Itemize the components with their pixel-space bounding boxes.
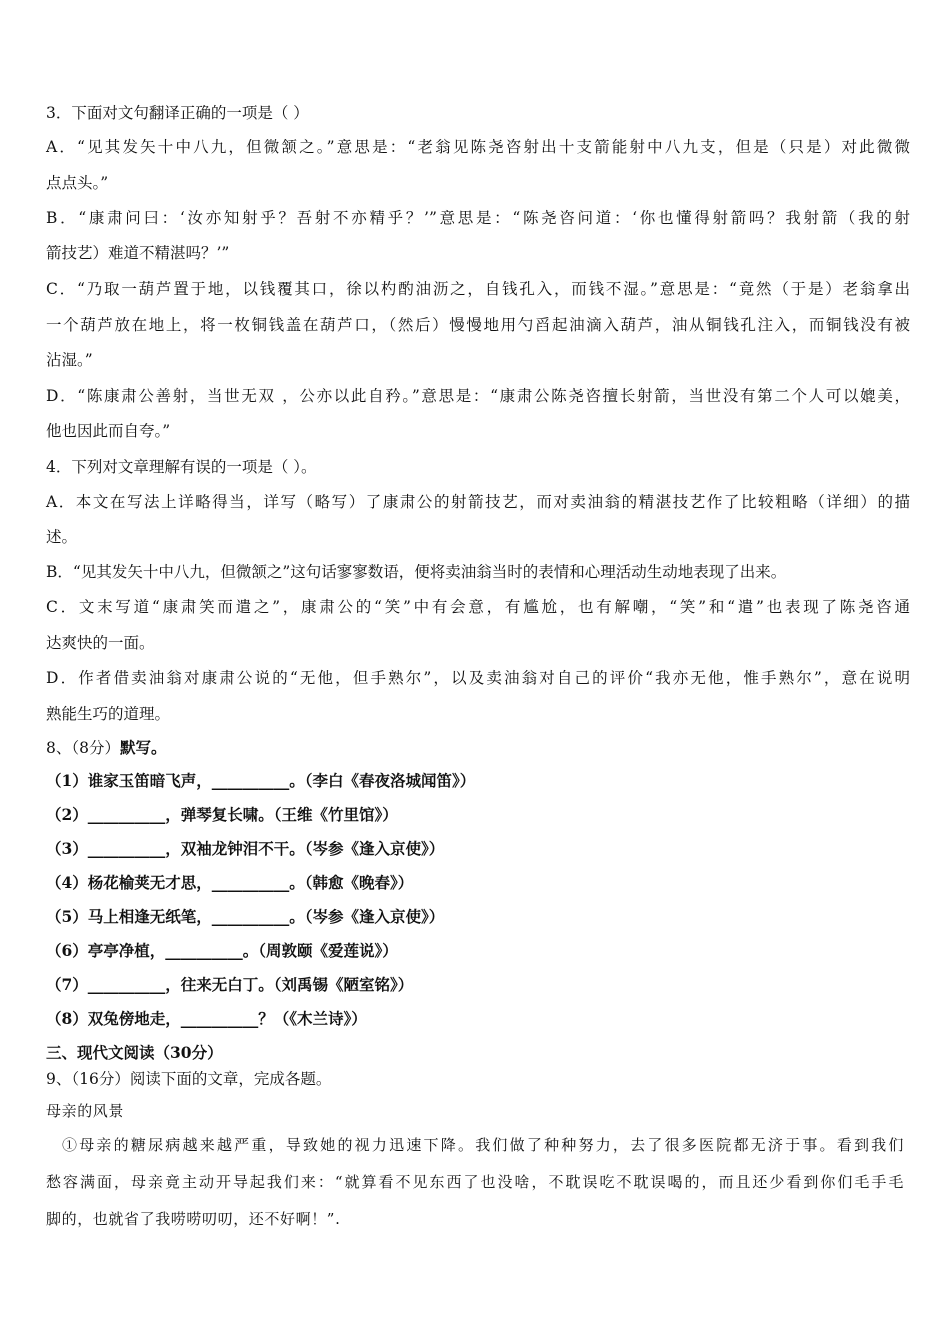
question-4-option-a: A．本文在写法上详略得当，详写（略写）了康肃公的射箭技艺，而对卖油翁的精湛技艺作了比较粗略（详细）的描 [46,493,910,511]
question-8-title: 默写。 [119,738,167,757]
question-3-stem: 3．下面对文句翻译正确的一项是（ ） [46,104,309,122]
dictation-item-4: （4）杨花榆荚无才思，__________。（韩愈《晚春》） [46,873,414,892]
question-4-option-b: B．“见其发矢十中八九，但微颔之”这句话寥寥数语，便将卖油翁当时的表情和心理活动生动地表现了出来。 [46,563,787,581]
question-3-option-c: C．“乃取一葫芦置于地，以钱覆其口，徐以杓酌油沥之，自钱孔入，而钱不湿。”意思是：“竟然（于是）老翁拿出 [46,280,910,298]
question-3-option-a-cont: 点点头。” [46,174,109,192]
question-3-option-b-cont: 箭技艺）难道不精湛吗？’” [46,244,230,262]
dictation-item-3: （3）__________，双袖龙钟泪不干。（岑参《逢入京使》） [46,839,445,858]
question-8-prefix: 8、（8分） [46,739,120,757]
question-9-stem: 9、（16分）阅读下面的文章，完成各题。 [46,1070,332,1088]
article-paragraph-1-cont: 愁容满面，母亲竟主动开导起我们来：“就算看不见东西了也没啥，不耽误吃不耽误喝的，而且还少看到你们毛手毛 [46,1173,904,1191]
section-3-heading: 三、现代文阅读（30分） [46,1043,223,1062]
question-4-option-a-cont: 述。 [46,528,78,546]
question-3-option-d-cont: 他也因此而自夸。” [46,422,171,440]
question-3-option-c-cont: 一个葫芦放在地上，将一枚铜钱盖在葫芦口，（然后）慢慢地用勺舀起油滴入葫芦，油从铜钱孔注入，而铜钱没有被 [46,316,910,334]
dictation-item-2: （2）__________，弹琴复长啸。（王维《竹里馆》） [46,805,398,824]
dictation-item-5: （5）马上相逢无纸笔，__________。（岑参《逢入京使》） [46,907,445,926]
question-3-option-b: B．“康肃问曰：‘汝亦知射乎？吾射不亦精乎？’”意思是：“陈尧咨问道：‘你也懂得射箭吗？我射箭（我的射 [46,209,910,227]
dictation-item-8: （8）双兔傍地走，__________？（《木兰诗》） [46,1009,367,1028]
dictation-item-7: （7）__________，往来无白丁。（刘禹锡《陋室铭》） [46,975,414,994]
question-3-option-d: D．“陈康肃公善射，当世无双 ，公亦以此自矜。”意思是：“康肃公陈尧咨擅长射箭，当世没有第二个人可以媲美， [46,387,910,405]
dictation-item-6: （6）亭亭净植，__________。（周敦颐《爱莲说》） [46,941,398,960]
question-4-option-d-cont: 熟能生巧的道理。 [46,705,171,723]
article-paragraph-1-end: 脚的，也就省了我唠唠叨叨，还不好啊！”. [46,1210,341,1228]
article-paragraph-1: ①母亲的糖尿病越来越严重，导致她的视力迅速下降。我们做了种种努力，去了很多医院都无济于事。看到我们 [62,1136,904,1154]
article-title: 母亲的风景 [46,1102,125,1120]
question-4-stem: 4．下列对文章理解有误的一项是（ ）。 [46,458,317,476]
question-4-option-d: D．作者借卖油翁对康肃公说的“无他，但手熟尔”，以及卖油翁对自己的评价“我亦无他，惟手熟尔”，意在说明 [46,669,910,687]
dictation-item-1: （1）谁家玉笛暗飞声，__________。（李白《春夜洛城闻笛》） [46,771,476,790]
question-4-option-c: C．文末写道“康肃笑而遣之”，康肃公的“笑”中有会意，有尴尬，也有解嘲，“笑”和“遣”也表现了陈尧咨通 [46,598,910,616]
question-4-option-c-cont: 达爽快的一面。 [46,634,155,652]
question-8-heading [46,738,167,758]
question-3-option-a: A．“见其发矢十中八九，但微颔之。”意思是：“老翁见陈尧咨射出十支箭能射中八九支，但是（只是）对此微微 [46,138,910,156]
question-3-option-c-end: 沾湿。” [46,351,93,369]
